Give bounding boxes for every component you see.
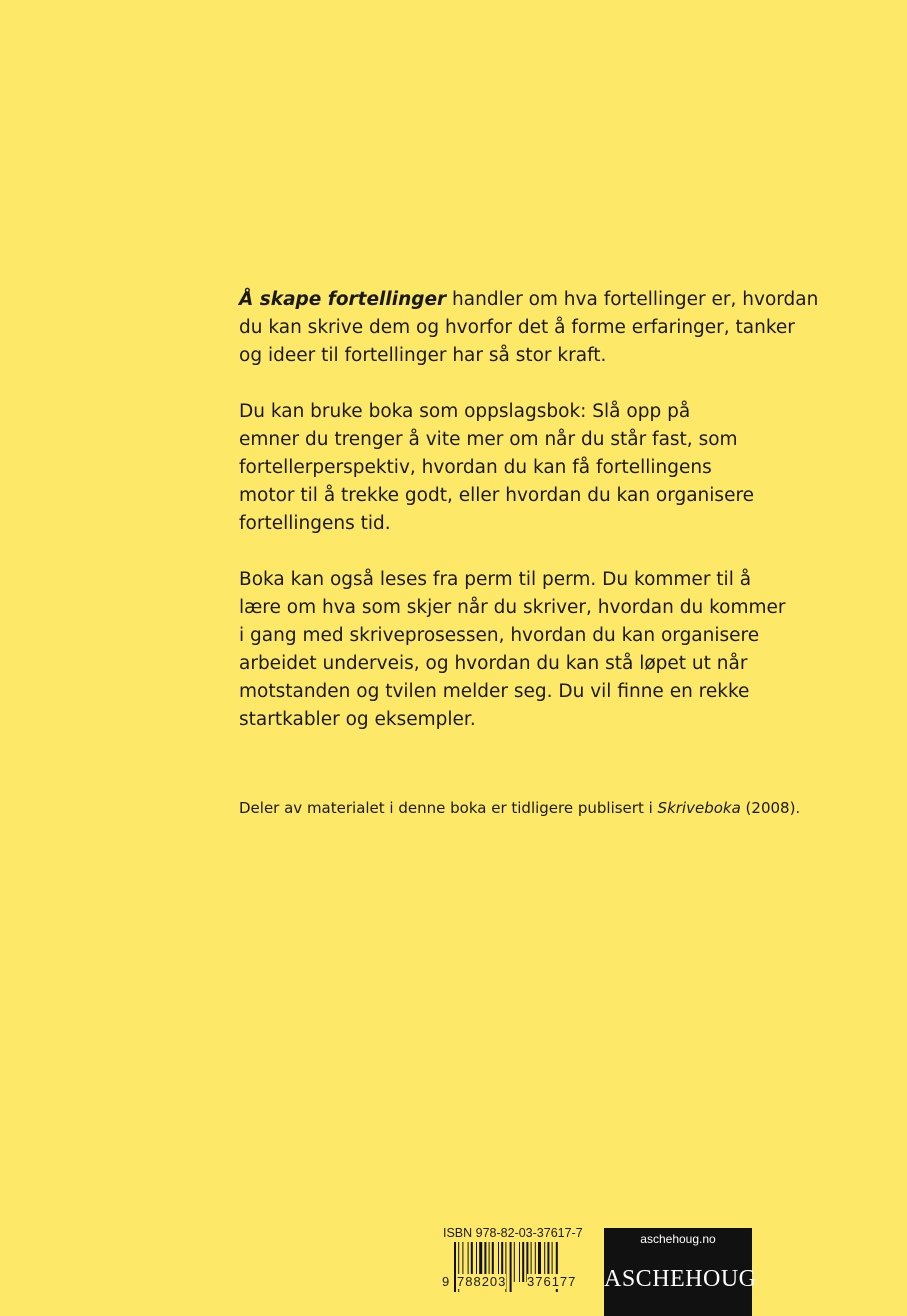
blurb-p3-line: lære om hva som skjer når du skriver, hvordan du kommer — [239, 597, 786, 618]
blurb-paragraph-3 — [239, 566, 786, 734]
note-suffix: (2008). — [740, 799, 801, 817]
barcode-bar — [454, 1242, 456, 1292]
publisher-logo: ASCHEHOUG — [604, 1266, 757, 1292]
blurb-p3-line: i gang med skriveprosessen, hvordan du kan organisere — [239, 625, 760, 646]
book-title: Å skape fortellinger — [239, 289, 447, 310]
blurb-p3-line: motstanden og tvilen melder seg. Du vil finne en rekke — [239, 681, 750, 702]
blurb-paragraph-2 — [239, 398, 755, 538]
barcode-bar — [519, 1242, 520, 1282]
publication-note — [239, 797, 800, 819]
back-cover-blurb — [239, 286, 819, 762]
publisher-url: aschehoug.no — [640, 1232, 716, 1246]
publisher-block — [604, 1228, 757, 1316]
barcode-digits-left: 788203 — [457, 1274, 507, 1289]
blurb-p2-line: fortellingens tid. — [239, 513, 391, 534]
isbn-label: ISBN 978-82-03-37617-7 — [443, 1226, 583, 1240]
blurb-p3-line: arbeidet underveis, og hvordan du kan stå løpet ut når — [239, 653, 748, 674]
blurb-p1-line-2: du kan skrive dem og hvorfor det å forme erfaringer, tanker — [239, 317, 795, 338]
blurb-p3-line: startkabler og eksempler. — [239, 709, 476, 730]
note-book-title: Skriveboka — [657, 799, 741, 817]
blurb-p2-line: emner du trenger å vite mer om når du står fast, som — [239, 429, 738, 450]
blurb-paragraph-1 — [239, 286, 819, 370]
barcode-bar — [510, 1242, 512, 1292]
blurb-p2-line: fortellerperspektiv, hvordan du kan få fortellingens — [239, 457, 712, 478]
blurb-p2-line: Du kan bruke boka som oppslagsbok: Slå opp på — [239, 401, 691, 422]
note-prefix: Deler av materialet i denne boka er tidligere publisert i — [239, 799, 658, 817]
barcode-first-digit: 9 — [442, 1274, 450, 1289]
barcode-bar — [514, 1242, 515, 1282]
blurb-p1-line-1-rest: handler om hva fortellinger er, hvordan — [446, 289, 819, 310]
blurb-p3-line: Boka kan også leses fra perm til perm. Du kommer til å — [239, 569, 752, 590]
blurb-p2-line: motor til å trekke godt, eller hvordan du kan organisere — [239, 485, 755, 506]
blurb-p1-line-1 — [239, 286, 819, 314]
barcode-digits-right: 376177 — [527, 1274, 577, 1289]
blurb-p1-line-3: og ideer til fortellinger har så stor kraft. — [239, 345, 607, 366]
barcode-bar — [522, 1242, 524, 1282]
